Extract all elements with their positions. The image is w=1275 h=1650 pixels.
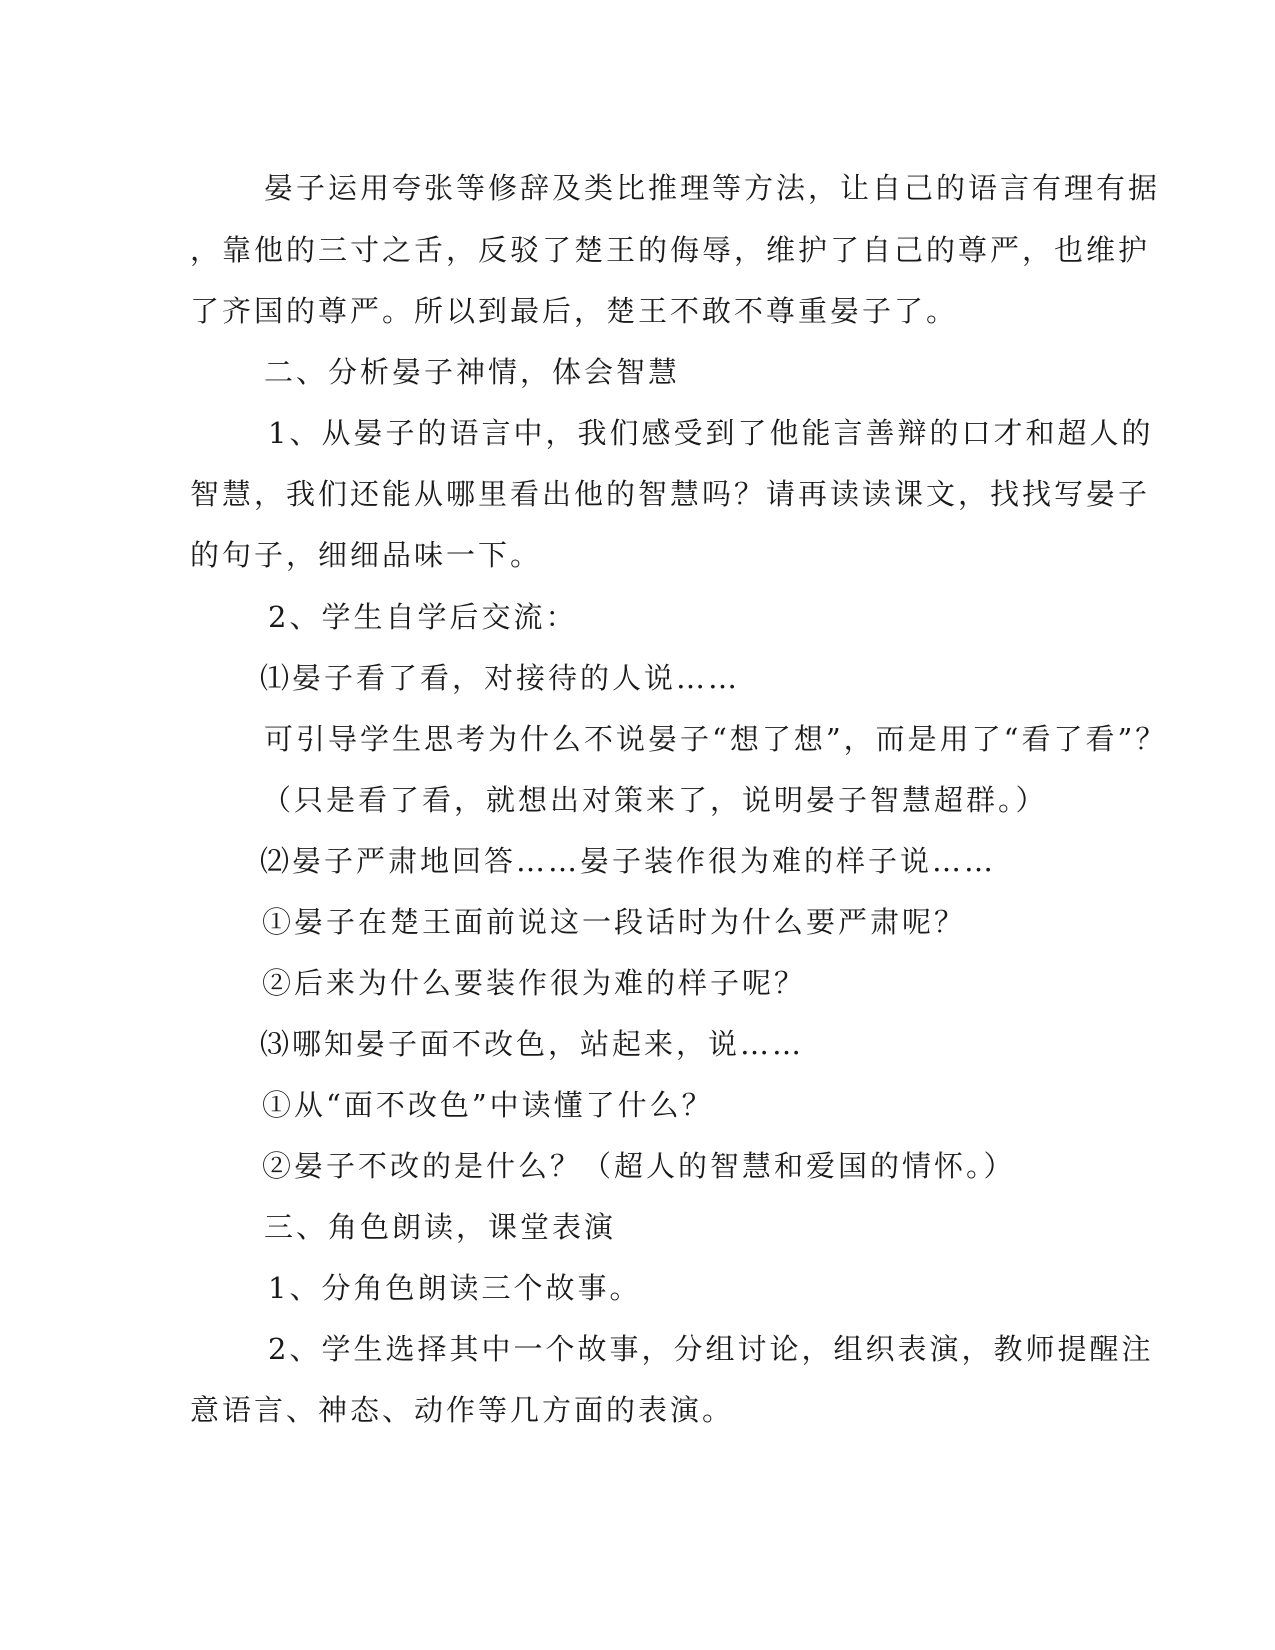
- section-heading: 三、角色朗读，课堂表演: [264, 1210, 617, 1244]
- list-item: ①晏子在楚王面前说这一段话时为什么要严肃呢？: [262, 905, 967, 939]
- list-item: ②晏子不改的是什么？（超人的智慧和爱国的情怀。）: [262, 1149, 1016, 1183]
- paragraph-line: 意语言、神态、动作等几方面的表演。: [190, 1393, 735, 1427]
- paragraph-line: 2、学生选择其中一个故事，分组讨论，组织表演，教师提醒注: [268, 1332, 1154, 1366]
- paragraph-line: 了齐国的尊严。所以到最后，楚王不敢不尊重晏子了。: [190, 294, 959, 328]
- list-item: ⑴晏子看了看，对接待的人说……: [260, 661, 741, 695]
- paragraph-line: ，靠他的三寸之舌，反驳了楚王的侮辱，维护了自己的尊严，也维护: [190, 233, 1151, 267]
- paragraph-line: （只是看了看，就想出对策来了，说明晏子智慧超群。）: [262, 783, 1048, 817]
- paragraph-line: 2、学生自学后交流：: [268, 600, 578, 634]
- paragraph-line: 智慧，我们还能从哪里看出他的智慧吗？请再读读课文，找找写晏子: [190, 477, 1151, 511]
- section-heading: 二、分析晏子神情，体会智慧: [264, 355, 681, 389]
- list-item: ①从“面不改色”中读懂了什么？: [262, 1088, 714, 1122]
- list-item: ⑵晏子严肃地回答……晏子装作很为难的样子说……: [260, 844, 997, 878]
- paragraph-line: 晏子运用夸张等修辞及类比推理等方法，让自己的语言有理有据: [264, 171, 1161, 205]
- paragraph-line: 的句子，细细品味一下。: [190, 538, 543, 572]
- list-item: ②后来为什么要装作很为难的样子呢？: [262, 966, 807, 1000]
- list-item: ⑶哪知晏子面不改色，站起来，说……: [260, 1027, 805, 1061]
- paragraph-line: 1、分角色朗读三个故事。: [268, 1271, 642, 1305]
- paragraph-line: 可引导学生思考为什么不说晏子“想了想”，而是用了“看了看”？: [264, 722, 1168, 756]
- paragraph-line: 1、从晏子的语言中，我们感受到了他能言善辩的口才和超人的: [268, 416, 1154, 450]
